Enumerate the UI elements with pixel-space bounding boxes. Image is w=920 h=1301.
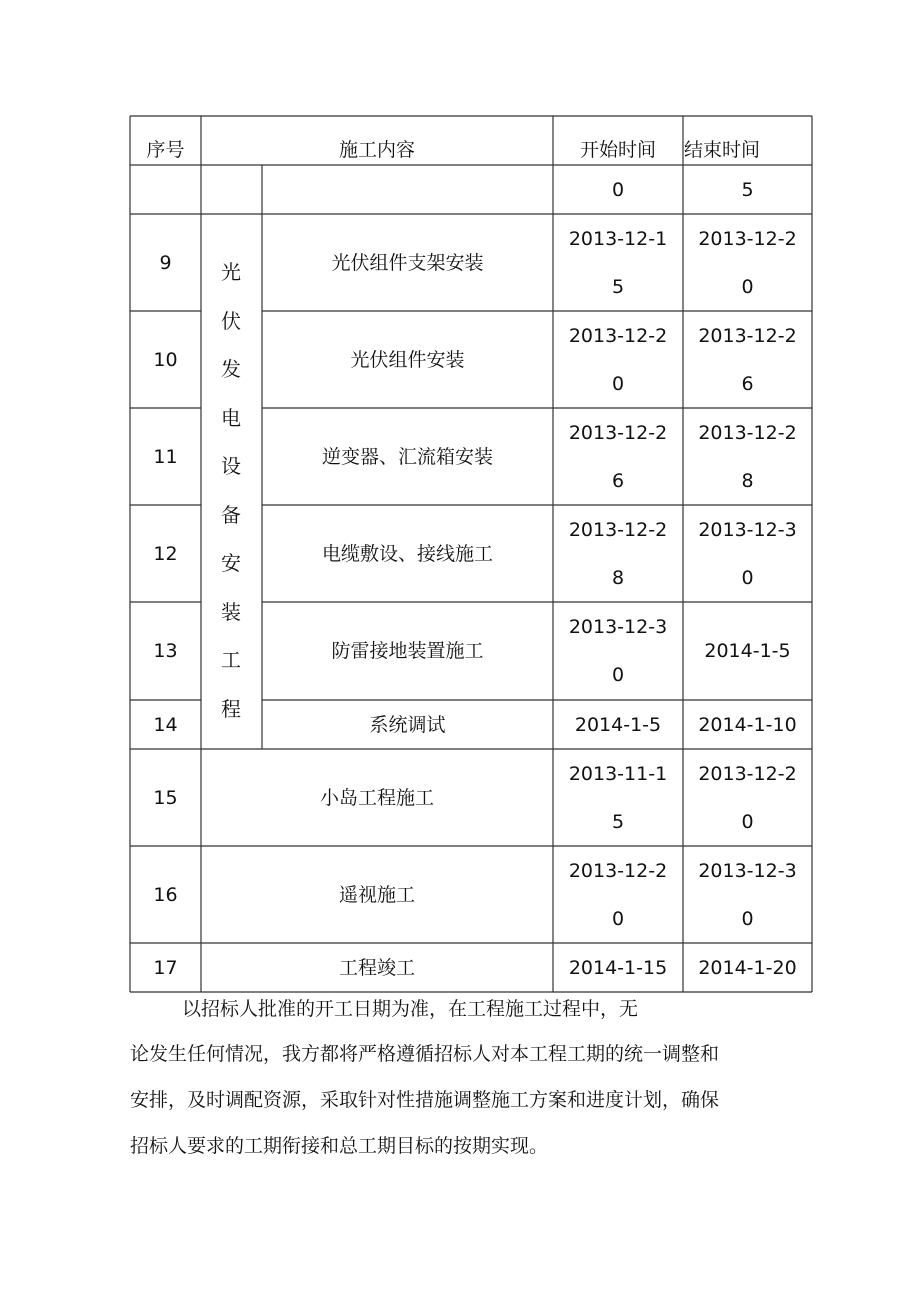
row-11-end-line: 2013-12-2 — [698, 421, 797, 444]
row-17-start: 2014-1-15 — [568, 956, 668, 979]
row-16-content: 遥视施工 — [338, 883, 415, 906]
row-14-start: 2014-1-5 — [574, 713, 662, 736]
row-15-end-line: 0 — [741, 810, 754, 833]
row-11-end-line: 8 — [741, 469, 754, 492]
cont-row-start: 0 — [611, 178, 625, 201]
row-15-no: 15 — [153, 786, 178, 809]
row-10-start-line: 0 — [611, 372, 625, 395]
row-15-start — [553, 749, 683, 846]
row-16-end-line: 2013-12-3 — [698, 859, 797, 882]
row-14-content: 系统调试 — [369, 713, 446, 736]
row-14-no: 14 — [153, 713, 178, 736]
group-label-char: 安 — [221, 551, 241, 575]
row-13-start — [553, 602, 683, 700]
row-12-no: 12 — [153, 542, 178, 565]
row-13-start-line: 2013-12-3 — [568, 616, 668, 638]
row-9-start-line: 2013-12-1 — [568, 227, 668, 250]
group-label-char: 光 — [221, 260, 241, 284]
row-15-content: 小岛工程施工 — [319, 786, 434, 809]
cont-row-end: 5 — [741, 178, 754, 201]
row-17-end: 2014-1-20 — [698, 956, 797, 979]
header-content: 施工内容 — [338, 139, 415, 161]
group-label-char: 设 — [221, 454, 241, 478]
row-10-no: 10 — [153, 348, 178, 371]
paragraph-line-4: 招标人要求的工期衔接和总工期目标的按期实现。 — [130, 1135, 549, 1157]
row-11-start — [553, 408, 683, 505]
row-14-end: 2014-1-10 — [698, 713, 797, 736]
row-16-end — [683, 846, 812, 943]
row-9-start-line: 5 — [611, 275, 625, 298]
group-label-char: 程 — [221, 696, 241, 721]
row-15-end-line: 2013-12-2 — [698, 762, 797, 785]
row-9-end-line: 0 — [741, 275, 754, 298]
group-label-char: 工 — [221, 648, 241, 672]
group-label-char: 备 — [221, 502, 241, 527]
row-15-start-line: 5 — [611, 810, 625, 833]
row-12-end-line: 2013-12-3 — [698, 518, 797, 541]
group-label-char: 发 — [221, 357, 241, 381]
paragraph-line-3: 安排，及时调配资源，采取针对性措施调整施工方案和进度计划，确保 — [130, 1089, 720, 1111]
row-11-start-line: 6 — [611, 469, 625, 492]
group-label-char: 伏 — [221, 308, 241, 333]
row-15-start-line: 2013-11-1 — [568, 762, 668, 785]
row-11-content: 逆变器、汇流箱安装 — [321, 445, 493, 468]
row-16-start-line: 2013-12-2 — [568, 859, 668, 882]
row-12-end-line: 0 — [741, 566, 754, 589]
row-10-content: 光伏组件安装 — [350, 348, 465, 371]
row-12-start — [553, 505, 683, 602]
header-no: 序号 — [146, 139, 185, 161]
row-15-end — [683, 749, 812, 846]
group-label-char: 装 — [221, 599, 241, 624]
row-17-content: 工程竣工 — [338, 956, 415, 979]
row-13-content: 防雷接地装置施工 — [331, 640, 484, 662]
row-9-start — [553, 214, 683, 311]
row-16-start-line: 0 — [611, 907, 625, 930]
header-end-time: 结束时间 — [684, 139, 761, 161]
row-9-no: 9 — [159, 251, 172, 274]
row-16-start — [553, 846, 683, 943]
row-11-end — [683, 408, 812, 505]
row-13-start-line: 0 — [611, 664, 625, 686]
row-16-end-line: 0 — [741, 907, 754, 930]
group-label-char: 电 — [221, 405, 241, 430]
row-10-start — [553, 311, 683, 408]
row-11-start-line: 2013-12-2 — [568, 421, 668, 444]
row-16-no: 16 — [153, 883, 178, 906]
row-17-no: 17 — [153, 956, 178, 979]
row-9-end-line: 2013-12-2 — [698, 227, 797, 250]
row-12-end — [683, 505, 812, 602]
row-10-start-line: 2013-12-2 — [568, 324, 668, 347]
group-label-pv-install — [201, 248, 261, 733]
row-9-content: 光伏组件支架安装 — [331, 251, 484, 274]
row-12-content: 电缆敷设、接线施工 — [321, 542, 493, 565]
cont-row-no — [130, 165, 201, 214]
row-13-no: 13 — [153, 640, 178, 662]
row-10-end — [683, 311, 812, 408]
row-13-end: 2014-1-5 — [704, 640, 791, 662]
paragraph-line-1: 以招标人批准的开工日期为准，在工程施工过程中，无 — [182, 998, 639, 1020]
row-12-start-line: 8 — [611, 566, 625, 589]
row-10-end-line: 2013-12-2 — [698, 324, 797, 347]
header-start-time: 开始时间 — [579, 139, 656, 161]
row-12-start-line: 2013-12-2 — [568, 518, 668, 541]
row-9-end — [683, 214, 812, 311]
paragraph-line-2: 论发生任何情况，我方都将严格遵循招标人对本工程工期的统一调整和 — [130, 1043, 720, 1065]
row-10-end-line: 6 — [741, 372, 754, 395]
row-11-no: 11 — [153, 445, 178, 468]
